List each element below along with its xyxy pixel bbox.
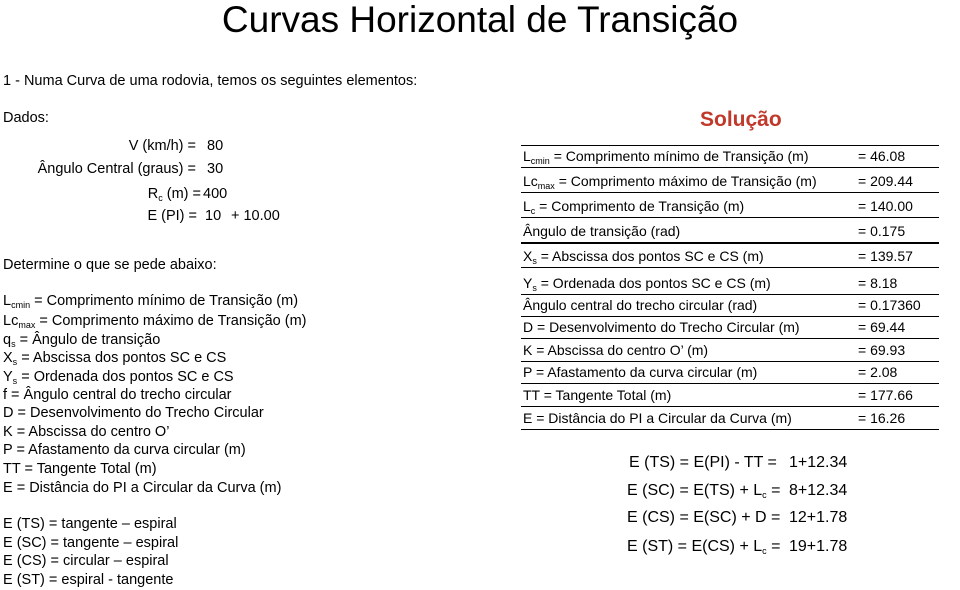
table-row: TT = Tangente Total (m) = 177.66 — [521, 385, 939, 407]
list-item: D = Desenvolvimento do Trecho Circular — [3, 405, 264, 421]
dados-radius-value: 400 — [203, 186, 228, 202]
list-item: P = Afastamento da curva circular (m) — [3, 442, 246, 458]
page-title: Curvas Horizontal de Transição — [221, 0, 739, 40]
table-row: $Y_s$ = Ordenada dos pontos SC e CS (m) = 8.18 — [521, 273, 939, 295]
list-item: E = Distância do PI a Circular da Curva (m) — [3, 480, 282, 496]
list-item: $Lc_{max}$ = Comprimento máximo de Transição (m) — [3, 313, 307, 330]
table-row: $Lc_{max}$ = Comprimento máximo de Transição (m) = 209.44 — [521, 171, 939, 193]
list-item: $X_s$ = Abscissa dos pontos SC e CS — [3, 350, 227, 367]
dados-radius-label: $R_c$ (m) = — [147, 186, 201, 203]
equation-ts-value: 1+12.34 — [789, 454, 848, 471]
list-item: $L_{cmin}$ = Comprimento mínimo de Transição (m) — [3, 293, 299, 310]
determine-prompt: Determine o que se pede abaixo: — [3, 257, 217, 273]
table-row: $L_{cmin}$ = Comprimento mínimo de Transição (m) = 46.08 — [521, 146, 939, 168]
equation-st-value: 19+1.78 — [789, 538, 848, 555]
dados-epi-label: E (PI) = — [147, 208, 197, 224]
dados-speed-label: V (km/h) = — [128, 138, 196, 154]
dados-epi-value: 10 — [205, 208, 222, 224]
equation-st: E $(ST) = E(CS) + L_c$ = — [627, 538, 781, 556]
dados-epi-extra: + 10.00 — [231, 208, 280, 224]
list-item: f = Ângulo central do trecho circular — [3, 387, 232, 403]
list-item: $q_s$ = Ângulo de transição — [3, 332, 161, 349]
table-row: $X_s$ = Abscissa dos pontos SC e CS (m) = 139.57 — [521, 246, 939, 268]
dados-speed-value: 80 — [207, 138, 224, 154]
equation-sc-value: 8+12.34 — [789, 482, 848, 499]
dados-label: Dados: — [3, 110, 49, 126]
equation-cs-value: 12+1.78 — [789, 509, 848, 526]
table-row: E = Distância do PI a Circular da Curva (m) = 16.26 — [521, 408, 939, 430]
equation-ts: E (TS) = E(PI) - TT = — [629, 454, 777, 471]
list-item: $Y_s$ = Ordenada dos pontos SC e CS — [3, 369, 234, 386]
list-item: E (TS) = tangente – espiral — [3, 516, 177, 532]
table-row: $L_c$ = Comprimento de Transição (m) = 140.00 — [521, 196, 939, 218]
list-item: E (ST) = espiral - tangente — [3, 572, 174, 588]
dados-angle-label: Ângulo Central (graus) = — [37, 161, 196, 177]
table-row: Ângulo de transição (rad) = 0.175 — [521, 221, 939, 244]
list-item: E (CS) = circular – espiral — [3, 553, 169, 569]
table-row: D = Desenvolvimento do Trecho Circular (m) = 69.44 — [521, 317, 939, 339]
equation-sc: E $(SC) = E(TS) + L_c$ = — [627, 482, 781, 500]
dados-angle-value: 30 — [207, 161, 224, 177]
table-row: Ângulo central do trecho circular (rad) = 0.17360 — [521, 295, 939, 317]
table-row: K = Abscissa do centro O’ (m) = 69.93 — [521, 340, 939, 362]
results-table — [521, 145, 939, 431]
solution-heading: Solução — [700, 108, 782, 131]
equation-cs: E (CS) = E(SC) + D = — [627, 509, 781, 526]
list-item: TT = Tangente Total (m) — [3, 461, 157, 477]
list-item: E (SC) = tangente – espiral — [3, 535, 179, 551]
table-row: P = Afastamento da curva circular (m) = 2.08 — [521, 362, 939, 384]
problem-intro: 1 - Numa Curva de uma rodovia, temos os seguintes elementos: — [3, 73, 418, 89]
list-item: K = Abscissa do centro O’ — [3, 424, 170, 440]
